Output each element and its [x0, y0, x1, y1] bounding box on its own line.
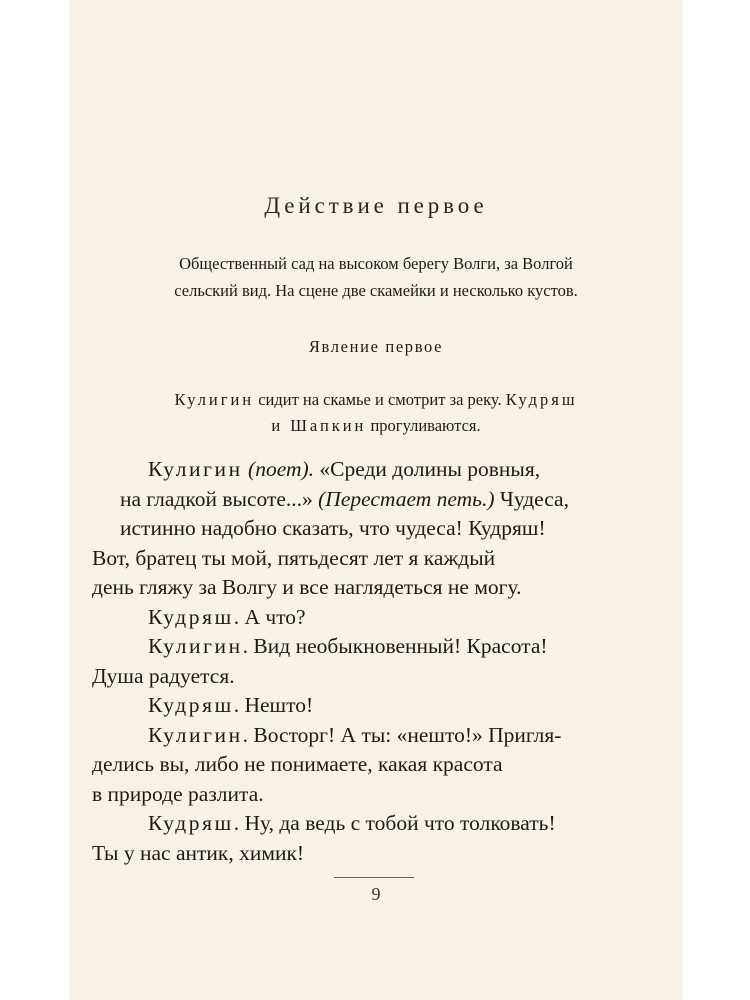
replica-text: . Ну, да ведь с тобой что толковать! — [233, 811, 556, 835]
stage-direction-line — [110, 413, 642, 439]
scene-description-line: Общественный сад на высоком берегу Волги, за Волгой — [179, 254, 573, 273]
stage-direction-text: прогуливаются. — [366, 416, 481, 435]
dialogue — [92, 455, 644, 868]
dialogue-replica — [92, 809, 644, 868]
speaker-name: Кулигин — [148, 722, 243, 747]
footer-divider — [334, 877, 414, 878]
replica-text: . Вид необыкновенный! Красота! — [242, 634, 548, 658]
replica-text: Чудеса, — [494, 486, 569, 511]
replica-text: . Нешто! — [233, 693, 314, 717]
replica-text: в природе разлита. — [92, 781, 264, 806]
replica-text: день гляжу за Волгу и все наглядеться не могу. — [92, 575, 522, 599]
appearance-title: Явление первое — [308, 337, 444, 356]
stage-direction — [110, 387, 642, 439]
speaker-name: Кудряш — [148, 693, 234, 717]
dialogue-replica — [120, 603, 644, 633]
dialogue-replica — [92, 632, 644, 691]
dialogue-replica — [120, 691, 644, 721]
speaker-name: Кулигин — [148, 457, 243, 481]
act-title: Действие первое — [264, 193, 488, 218]
remark: (Перестает петь.) — [318, 486, 495, 511]
page-number: 9 — [371, 884, 381, 904]
scene-description-line: сельский вид. На сцене две скамейки и несколько кустов. — [174, 281, 578, 300]
speaker-name: Кулигин — [148, 634, 243, 658]
character-name: и Шапкин — [271, 416, 367, 435]
character-name: Кудряш — [505, 390, 578, 409]
stage-direction-line — [110, 387, 642, 413]
character-name: Кулигин — [174, 390, 255, 409]
dialogue-replica — [92, 721, 644, 810]
replica-text: . Восторг! А ты: «нешто!» Пригля- — [242, 722, 562, 747]
speaker-name: Кудряш — [148, 604, 234, 629]
scene-description — [110, 250, 642, 304]
replica-text: на гладкой высоте...» — [120, 486, 319, 511]
replica-text: «Среди долины ровныя, — [314, 457, 541, 481]
speaker-name: Кудряш — [148, 811, 234, 835]
replica-text: Ты у нас антик, химик! — [92, 840, 305, 865]
replica-text: . А что? — [233, 604, 306, 629]
replica-text: Душа радуется. — [92, 663, 235, 688]
replica-text: истинно надобно сказать, что чудеса! Кудряш! — [120, 516, 546, 540]
book-page — [70, 0, 682, 1000]
dialogue-replica — [92, 455, 644, 603]
replica-text: делись вы, либо не понимаете, какая красота — [92, 752, 503, 776]
stage-direction-text: сидит на скамье и смотрит за реку. — [254, 390, 506, 409]
replica-text: Вот, братец ты мой, пятьдесят лет я каждый — [92, 545, 496, 570]
remark: (поет). — [248, 457, 315, 481]
